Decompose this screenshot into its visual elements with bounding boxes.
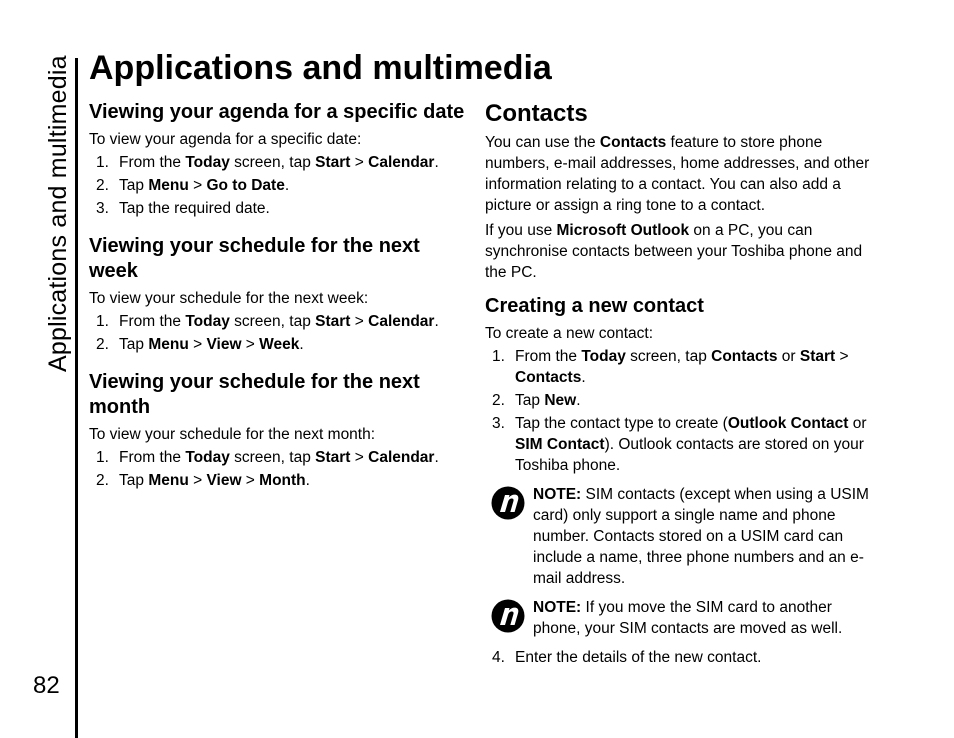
- list-item: 3. Tap the contact type to create (Outlook Contact or SIM Contact). Outlook contacts are stored on your Toshiba phone.: [492, 415, 867, 474]
- section-heading: Viewing your schedule for the next month: [89, 371, 420, 418]
- list-item: 1. From the Today screen, tap Start > Calendar.: [96, 313, 439, 330]
- creating-contact-heading: Creating a new contact: [485, 295, 704, 317]
- steps-list: [89, 152, 474, 219]
- section-intro: To view your schedule for the next week:: [89, 290, 369, 307]
- steps-list: [485, 346, 870, 476]
- note-sim-contacts: [485, 484, 870, 589]
- steps-list: [89, 447, 474, 491]
- list-item: 1. From the Today screen, tap Start > Calendar.: [96, 154, 439, 171]
- outlook-paragraph: If you use Microsoft Outlook on a PC, you can synchronise contacts between your Toshiba phone and the PC.: [485, 222, 863, 281]
- creating-contact-intro: To create a new contact:: [485, 325, 654, 342]
- note-move-sim: [485, 597, 870, 639]
- list-item: 1. From the Today screen, tap Start > Calendar.: [96, 449, 439, 466]
- list-item: 2. Tap New.: [492, 392, 581, 409]
- section-intro: To view your agenda for a specific date:: [89, 131, 362, 148]
- side-rule: [75, 58, 78, 738]
- page-title: Applications and multimedia: [89, 49, 552, 87]
- list-item: 2. Tap Menu > View > Month.: [96, 472, 310, 489]
- list-item: 2. Tap Menu > View > Week.: [96, 336, 304, 353]
- section-heading: Viewing your schedule for the next week: [89, 235, 420, 282]
- contacts-heading: Contacts: [485, 100, 588, 127]
- left-column: [89, 100, 474, 506]
- note-text: NOTE: If you move the SIM card to another phone, your SIM contacts are moved as well.: [533, 599, 843, 637]
- right-column: [485, 98, 870, 670]
- contacts-paragraph: You can use the Contacts feature to store phone numbers, e-mail addresses, home addresses, and other information relating to a contact. You can also add a picture or assign a ring tone to a contact.: [485, 134, 870, 214]
- list-item: 2. Tap Menu > Go to Date.: [96, 177, 290, 194]
- page-number: 82: [33, 672, 60, 699]
- side-chapter-title: Applications and multimedia: [44, 55, 72, 372]
- section-schedule-week: [89, 234, 474, 355]
- section-schedule-month: [89, 370, 474, 491]
- section-agenda-date: [89, 100, 474, 219]
- note-text: NOTE: SIM contacts (except when using a USIM card) only support a single name and phone number. Contacts stored on a USIM card can include a name, three phone numbers and an e-mail address.: [533, 486, 869, 587]
- section-intro: To view your schedule for the next month:: [89, 426, 376, 443]
- list-item: 3. Tap the required date.: [96, 200, 270, 217]
- note-icon: [491, 599, 525, 633]
- list-item: 1. From the Today screen, tap Contacts or Start > Contacts.: [492, 348, 849, 386]
- steps-list: [89, 311, 474, 355]
- list-item: 4. Enter the details of the new contact.: [492, 649, 762, 666]
- section-heading: Viewing your agenda for a specific date: [89, 101, 465, 123]
- steps-list: [485, 647, 870, 668]
- note-icon: [491, 486, 525, 520]
